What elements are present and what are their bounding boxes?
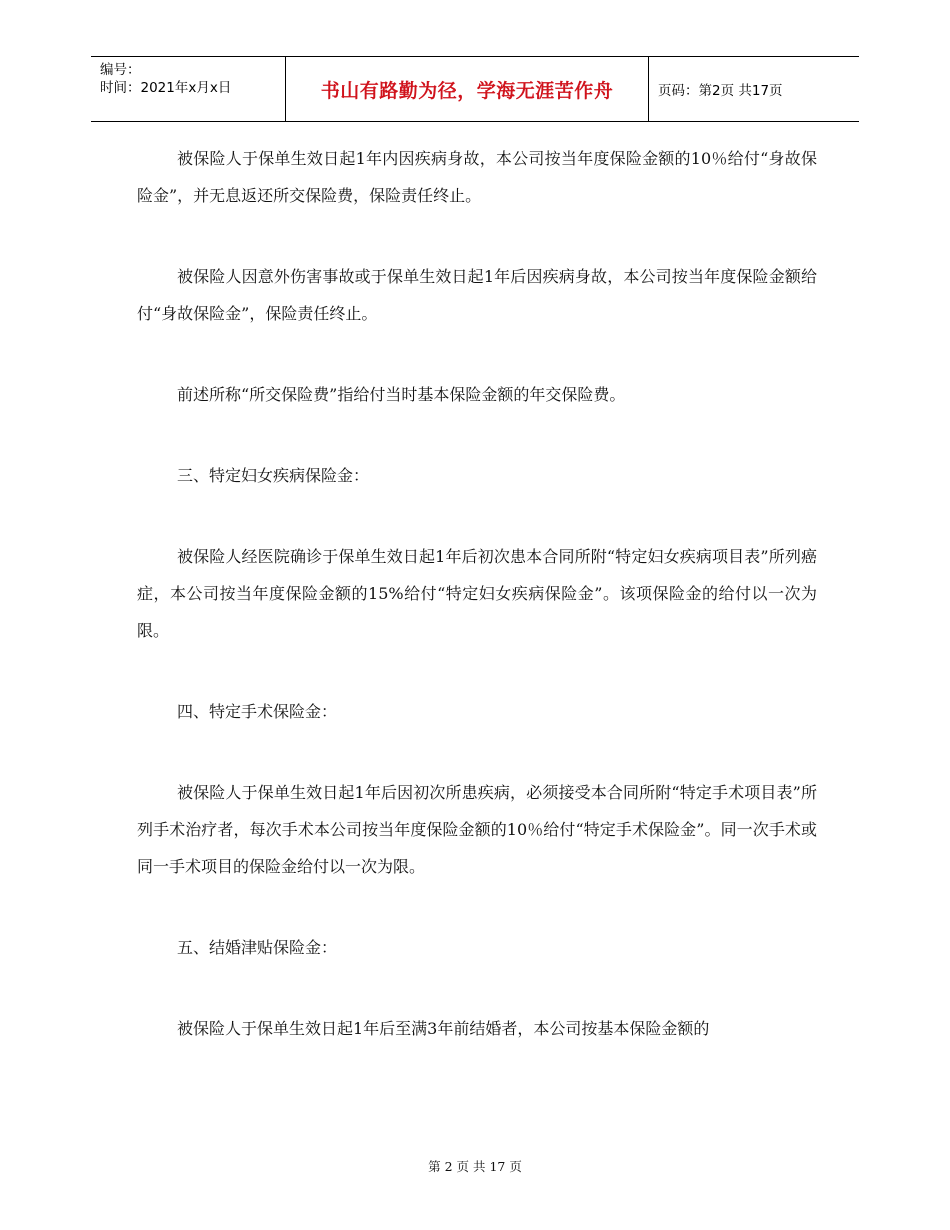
page-footer: 第 2 页 共 17 页 — [428, 1159, 522, 1174]
paragraph-women-disease-benefit: 被保险人经医院确诊于保单生效日起1年后初次患本合同所附“特定妇女疾病项目表”所列癌症，本公司按当年度保险金额的15%给付“特定妇女疾病保险金”。该项保险金的给付以一次为限。 — [137, 547, 817, 640]
header-page-number: 页码：第2页 共17页 — [658, 83, 783, 99]
serial-number-label: 编号： — [100, 62, 141, 78]
page-header — [91, 56, 859, 122]
header-motto: 书山有路勤为径，学海无涯苦作舟 — [320, 79, 614, 102]
section-heading-women-disease: 三、特定妇女疾病保险金： — [177, 466, 370, 485]
paragraph-surgery-benefit: 被保险人于保单生效日起1年后因初次所患疾病，必须接受本合同所附“特定手术项目表”所列手术治疗者，每次手术本公司按当年度保险金额的10％给付“特定手术保险金”。同一次手术或同一手术项目的保险金给付以一次为限。 — [137, 783, 817, 876]
section-heading-marriage: 五、结婚津贴保险金： — [177, 938, 338, 957]
document-body — [137, 140, 817, 1091]
header-meta — [100, 61, 285, 97]
paragraph-death-benefit-first-year: 被保险人于保单生效日起1年内因疾病身故，本公司按当年度保险金额的10％给付“身故保险金”，并无息返还所交保险费，保险责任终止。 — [137, 149, 817, 205]
paragraph-premium-definition: 前述所称“所交保险费”指给付当时基本保险金额的年交保险费。 — [177, 385, 626, 404]
section-heading-surgery: 四、特定手术保险金： — [177, 702, 338, 721]
paragraph-death-benefit-after-first-year: 被保险人因意外伤害事故或于保单生效日起1年后因疾病身故，本公司按当年度保险金额给付“身故保险金”，保险责任终止。 — [137, 267, 817, 323]
date-label: 时间：2021年x月x日 — [100, 80, 232, 96]
paragraph-marriage-benefit: 被保险人于保单生效日起1年后至满3年前结婚者，本公司按基本保险金额的 — [177, 1019, 710, 1038]
